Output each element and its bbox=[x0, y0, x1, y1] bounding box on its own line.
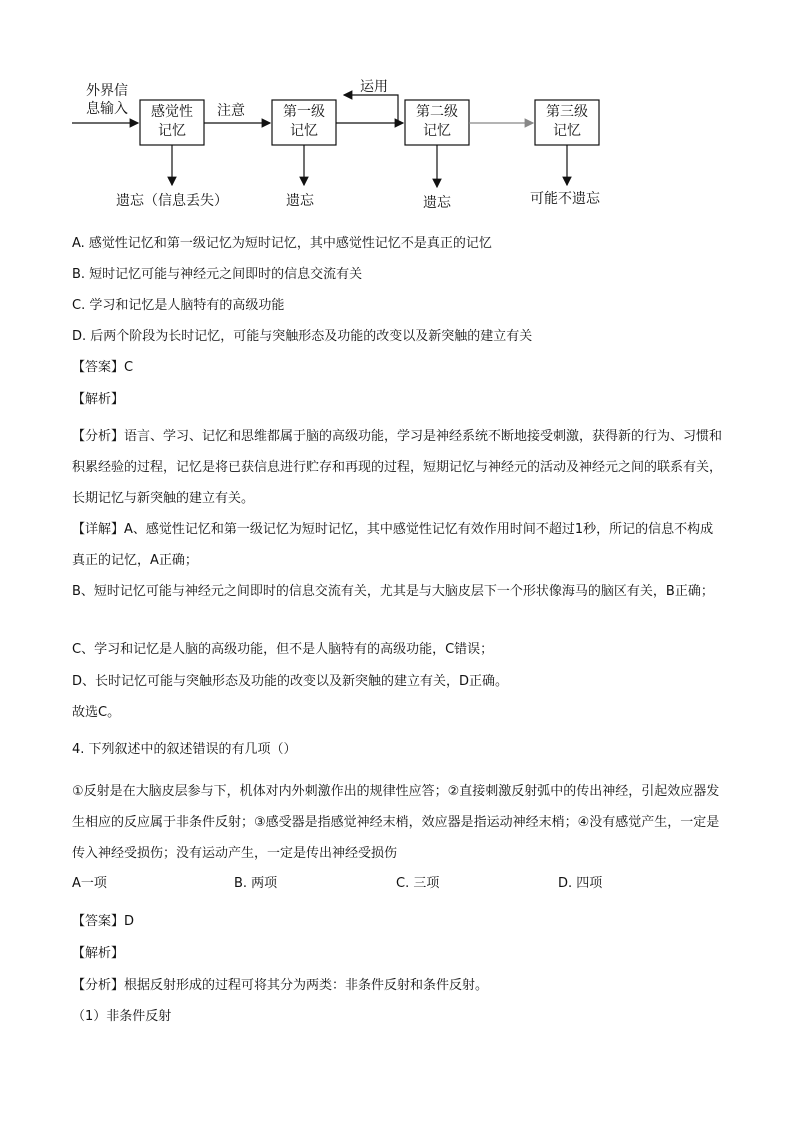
q3-option-a: A. 感觉性记忆和第一级记忆为短时记忆，其中感觉性记忆不是真正的记忆 bbox=[72, 236, 492, 251]
memory-flow-diagram bbox=[60, 72, 620, 222]
forget-label-2: 遗忘 bbox=[286, 193, 314, 209]
answer-value: D bbox=[124, 914, 135, 929]
box-second-text bbox=[405, 103, 469, 141]
q3-detail-d: D、长时记忆可能与突触形态及功能的改变以及新突触的建立有关，D正确。 bbox=[72, 674, 509, 689]
box-first-line2: 记忆 bbox=[290, 123, 318, 139]
q4-body: ①反射是在大脑皮层参与下，机体对内外刺激作出的规律性应答；②直接刺激反射弧中的传出神经，引起效应器发生相应的反应属于非条件反射；③感受器是指感觉神经末梢，效应器是指运动神经末梢；④没有感觉产生，一定是传入神经受损伤；没有运动产生，一定是传出神经受损伤 bbox=[72, 784, 720, 861]
q3-fenxi: 【分析】语言、学习、记忆和思维都属于脑的高级功能，学习是神经系统不断地接受刺激，获得新的行为、习惯和积累经验的过程，记忆是将已获信息进行贮存和再现的过程，短期记忆与神经元的活动及神经元之间的联系有关，长期记忆与新突触的建立有关。 bbox=[72, 429, 723, 506]
q3-xiangjie: 【详解】A、感觉性记忆和第一级记忆为短时记忆，其中感觉性记忆有效作用时间不超过1秒，所记的信息不构成真正的记忆，A正确； bbox=[72, 522, 714, 568]
q4-option-b: B. 两项 bbox=[234, 876, 278, 891]
use-label: 运用 bbox=[360, 79, 388, 95]
input-label-line1: 外界信 bbox=[86, 83, 128, 99]
input-label-line2: 息输入 bbox=[86, 101, 128, 117]
q4-option-d: D. 四项 bbox=[558, 876, 603, 891]
box-second-line2: 记忆 bbox=[423, 123, 451, 139]
q3-detail-b: B、短时记忆可能与神经元之间即时的信息交流有关，尤其是与大脑皮层下一个形状像海马的脑区有关，B正确； bbox=[72, 584, 714, 599]
forget-label-4: 可能不遗忘 bbox=[530, 191, 600, 207]
answer-value: C bbox=[124, 360, 134, 375]
box-sensory-text bbox=[140, 103, 204, 141]
box-first-text bbox=[272, 103, 336, 141]
attention-label: 注意 bbox=[217, 103, 245, 119]
forget-label-3: 遗忘 bbox=[423, 195, 451, 211]
q4-option-a: A一项 bbox=[72, 876, 107, 891]
q4-fenxi: 【分析】根据反射形成的过程可将其分为两类：非条件反射和条件反射。 bbox=[72, 978, 489, 993]
q4-analysis-tag: 【解析】 bbox=[72, 946, 125, 961]
q3-option-c: C. 学习和记忆是人脑特有的高级功能 bbox=[72, 298, 285, 313]
box-third-text bbox=[535, 103, 599, 141]
box-first-line1: 第一级 bbox=[283, 104, 325, 120]
q3-analysis-tag: 【解析】 bbox=[72, 392, 125, 407]
box-sensory-line2: 记忆 bbox=[158, 123, 186, 139]
box-second-line1: 第二级 bbox=[416, 104, 458, 120]
q3-detail-c: C、学习和记忆是人脑的高级功能，但不是人脑特有的高级功能，C错误； bbox=[72, 642, 494, 657]
forget-label-1: 遗忘（信息丢失） bbox=[116, 193, 228, 209]
q3-option-b: B. 短时记忆可能与神经元之间即时的信息交流有关 bbox=[72, 267, 363, 282]
box-sensory-line1: 感觉性 bbox=[151, 104, 193, 120]
box-third-line1: 第三级 bbox=[546, 104, 588, 120]
q3-answer bbox=[72, 358, 133, 378]
q4-sub1: （1）非条件反射 bbox=[72, 1009, 172, 1024]
q4-answer bbox=[72, 912, 134, 932]
q4-stem: 4. 下列叙述中的叙述错误的有几项（） bbox=[72, 742, 297, 757]
answer-tag: 【答案】 bbox=[72, 360, 125, 375]
q3-option-d: D. 后两个阶段为长时记忆，可能与突触形态及功能的改变以及新突触的建立有关 bbox=[72, 329, 533, 344]
q4-option-c: C. 三项 bbox=[396, 876, 440, 891]
answer-tag: 【答案】 bbox=[72, 914, 125, 929]
box-third-line2: 记忆 bbox=[553, 123, 581, 139]
q3-conclusion: 故选C。 bbox=[72, 705, 121, 720]
